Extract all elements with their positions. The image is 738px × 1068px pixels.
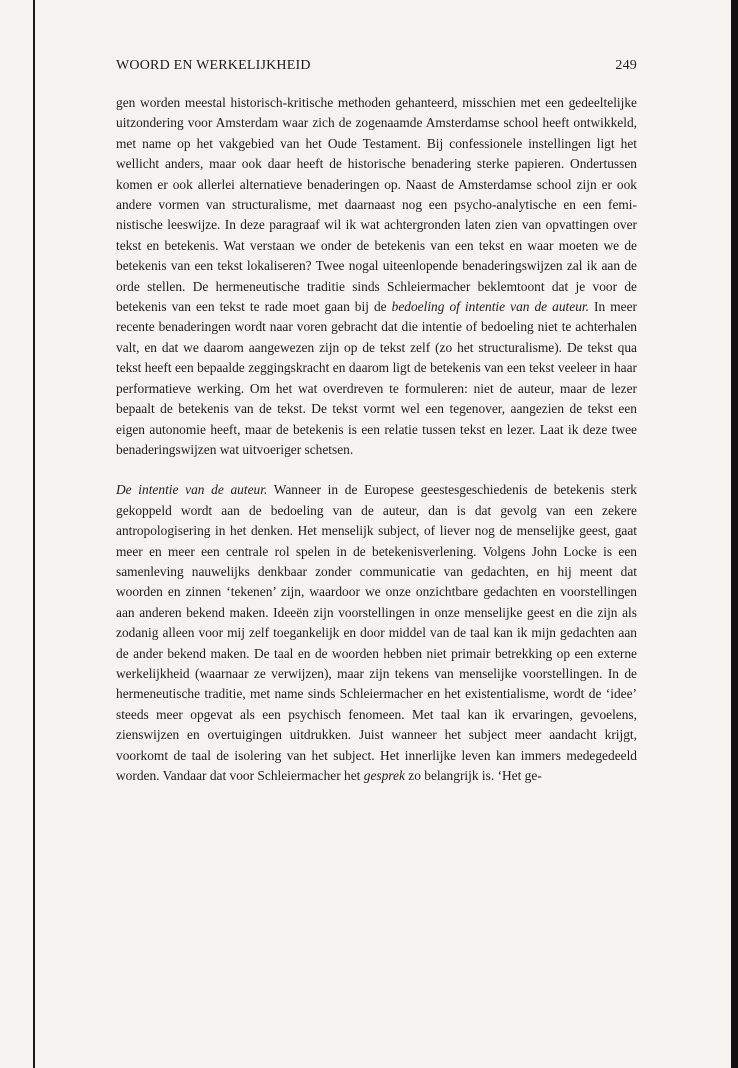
page-number: 249 (615, 58, 637, 73)
book-page (116, 58, 637, 786)
paragraph-1 (116, 93, 637, 460)
running-title: WOORD EN WERKELIJKHEID (116, 58, 311, 73)
text-span: gen worden meestal historisch-kritische methoden gehanteerd, misschien met een gedeeltelijke uitzondering voor Amsterdam waar zich de zogenaamde Amsterdamse school heeft ontwikkeld, met name op het vakgebied van het Oude Testament. Bij confessionele instellingen ligt het wellicht anders, maar ook daar heeft de historische benadering sterke papieren. Ondertussen komen er ook allerlei alternatieve benaderingen op. Naast de Amsterdamse school zijn er ook andere vormen van structuralisme, met daarnaast nog een psycho-analytische en een feministische leeswijze. In deze paragraaf wil ik wat achtergronden laten zien van opvattingen over tekst en betekenis. Wat verstaan we onder de betekenis van een tekst en waar moeten we de betekenis van een tekst lokaliseren? Twee nogal uiteenlopende benaderingswijzen zal ik aan de orde stellen. De hermeneutische traditie sinds Schleiermacher beklemtoont dat je voor de betekenis van een tekst te rade moet gaan bij de (116, 95, 637, 315)
section-lead-italic: De intentie van de auteur. (116, 482, 268, 498)
paragraph-2 (116, 480, 637, 786)
italic-text-span: gesprek (363, 768, 405, 783)
text-span: In meer recente benaderingen wordt naar voren gebracht dat die intentie of bedoeling niet te achterhalen valt, en dat we daarom aangewezen zijn op de tekst zelf (zo het structuralisme). De tekst qua tekst heeft een bepaalde zeggingskracht en daarom ligt de betekenis van een tekst veeleer in haar performatieve werking. Om het wat overdreven te formuleren: niet de auteur, maar de lezer bepaalt de betekenis van de tekst. De tekst vormt wel een tegenover, aangezien de tekst een eigen autonomie heeft, maar de betekenis is een relatie tussen tekst en lezer. Laat ik deze twee benaderingswijzen wat uitvoeriger schetsen. (116, 299, 637, 457)
text-span: zo belangrijk is. ‘Het ge- (404, 768, 542, 783)
page-edge-shadow (731, 0, 738, 1068)
binding-edge-line (33, 0, 35, 1068)
italic-text-span: bedoeling of intentie van de auteur. (391, 299, 589, 315)
running-header (116, 58, 637, 74)
text-span: Wanneer in de Europese geestesgeschiedenis de betekenis sterk gekoppeld wordt aan de bedoeling van de auteur, dan is dat gevolg van een zekere antropologisering in het denken. Het menselijk subject, of liever nog de menselijke geest, gaat meer en meer een centrale rol spelen in de betekenisverlening. Volgens John Locke is een samenleving nauwelijks denkbaar zonder communicatie van gedachten, en hij meent dat woorden en zinnen ‘tekenen’ zijn, waardoor we onze onzichtbare gedachten en voorstellingen aan anderen bekend maken. Ideeën zijn voorstellingen in onze menselijke geest en die zijn als zodanig alleen voor mij zelf toegankelijk en door middel van de taal kan ik mijn gedachten aan de ander bekend maken. De taal en de woorden hebben niet primair betrekking op een externe werkelijkheid (waarnaar ze verwijzen), maar zijn tekens van menselijke voorstellingen. In de hermeneutische traditie, met name sinds Schleiermacher en het existentialisme, wordt de ‘idee’ steeds meer opgevat als een psychisch fenomeen. Met taal kan ik ervaringen, gevoelens, zienswijzen en overtuigingen uitdrukken. Juist wanneer het subject meer aandacht krijgt, voorkomt de taal de isolering van het subject. Het innerlijke leven kan immers medegedeeld worden. Vandaar dat voor Schleiermacher het (116, 482, 637, 783)
